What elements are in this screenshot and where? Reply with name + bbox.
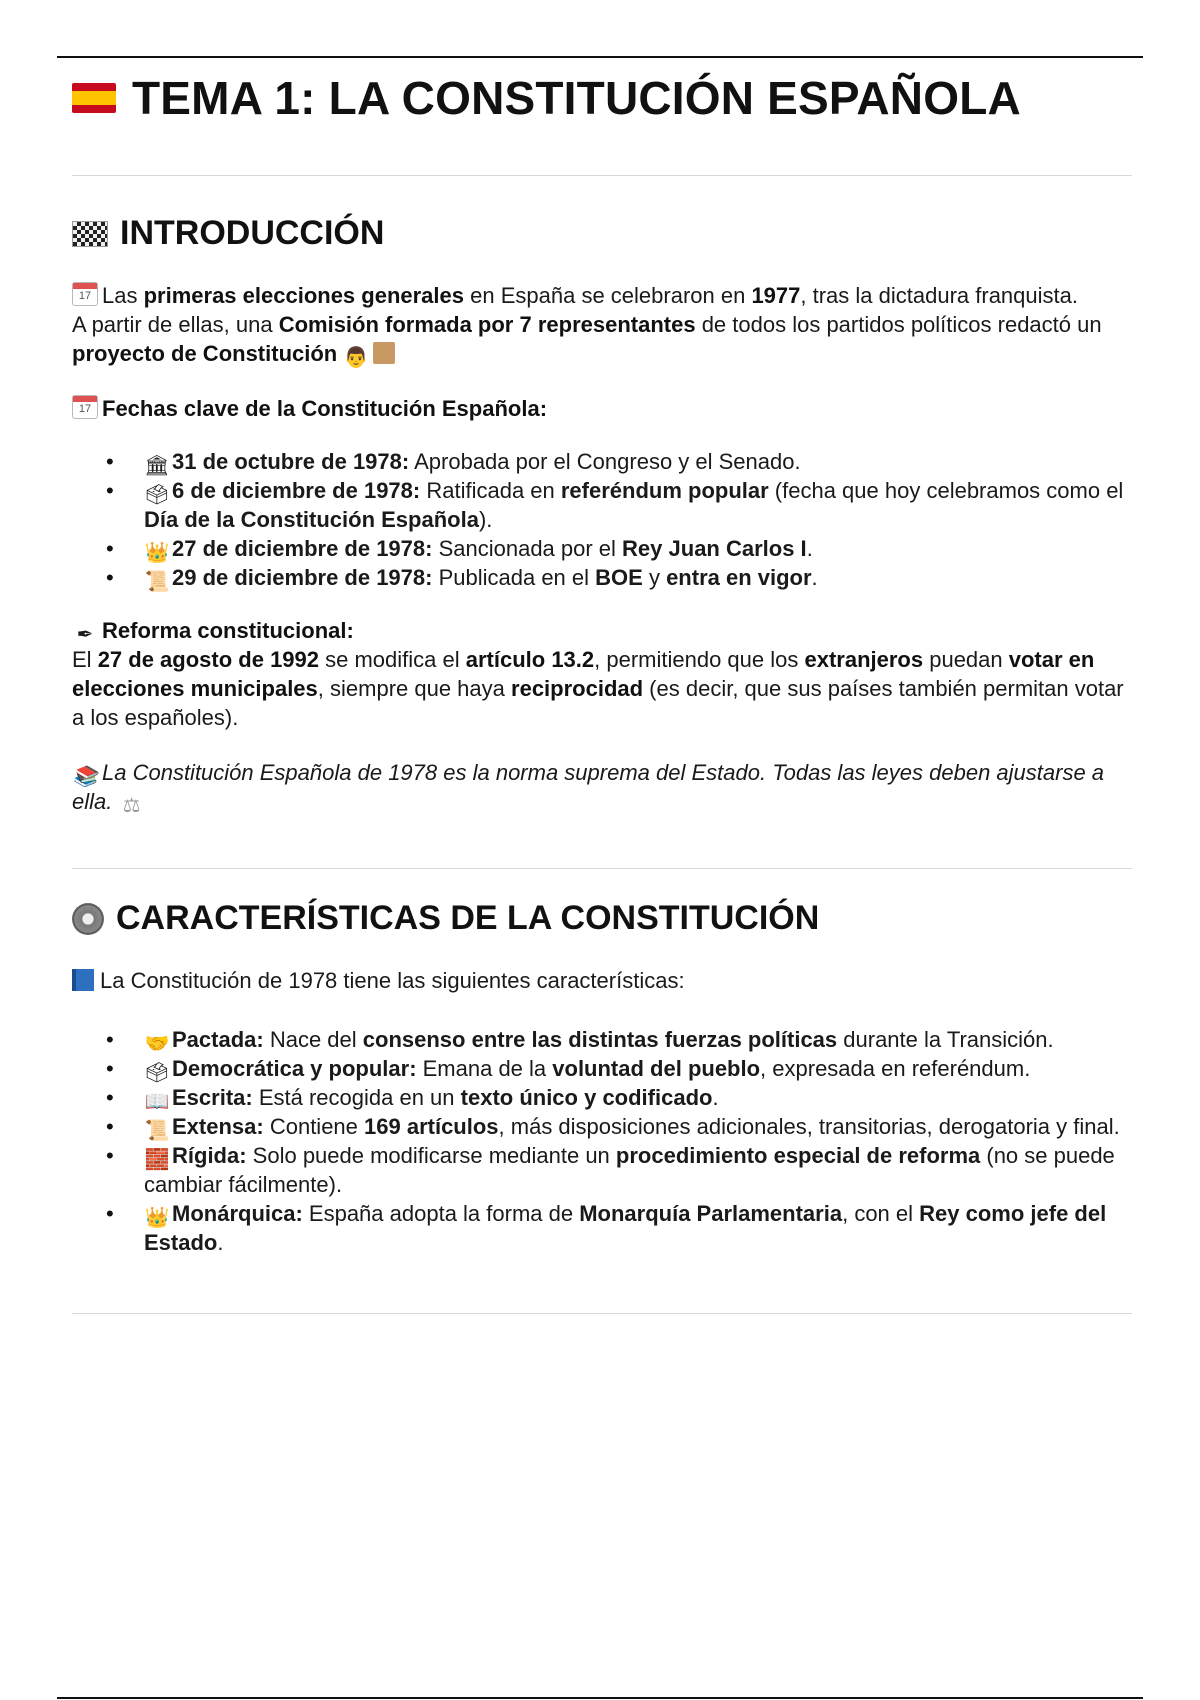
- title-row: [72, 65, 1132, 131]
- dates-list: [72, 447, 1132, 592]
- list-item: • 📜 Extensa: Contiene 169 artículos, más disposiciones adicionales, transitorias, derogatoria y final.: [72, 1112, 1132, 1141]
- divider: [72, 175, 1132, 176]
- reform-paragraph: El 27 de agosto de 1992 se modifica el artículo 13.2, permitiendo que los extranjeros puedan votar en elecciones municipales, siempre que haya reciprocidad (es decir, que sus países también permitan votar a los españoles).: [72, 647, 1124, 730]
- divider: [72, 868, 1132, 869]
- crown-icon: 👑: [144, 1205, 170, 1229]
- open-book-icon: 📖: [144, 1089, 170, 1113]
- characteristics-heading-row: [72, 899, 1132, 938]
- scroll-icon: [373, 342, 395, 364]
- calendar-icon: 17: [72, 282, 98, 306]
- intro-paragraph-1: 17 Las primeras elecciones generales en España se celebraron en 1977, tras la dictadura franquista.: [72, 281, 1132, 310]
- page-bottom-rule: [57, 1697, 1143, 1699]
- crown-icon: 👑: [144, 540, 170, 564]
- classical-building-icon: 🏛: [144, 453, 170, 477]
- characteristics-heading: CARACTERÍSTICAS DE LA CONSTITUCIÓN: [116, 899, 820, 937]
- dates-heading: 17 Fechas clave de la Constitución Española:: [72, 394, 1132, 423]
- blue-book-icon: [72, 969, 94, 991]
- books-icon: 📚: [72, 764, 98, 788]
- ballot-box-icon: 🗳: [144, 482, 170, 506]
- intro-heading: INTRODUCCIÓN: [120, 214, 385, 252]
- list-item: • 🤝 Pactada: Nace del consenso entre las distintas fuerzas políticas durante la Transición.: [72, 1025, 1132, 1054]
- page-title: TEMA 1: LA CONSTITUCIÓN ESPAÑOLA: [132, 72, 1021, 124]
- brick-icon: 🧱: [144, 1147, 170, 1171]
- scroll-icon: 📜: [144, 1118, 170, 1142]
- checkered-flag-icon: [72, 221, 108, 247]
- scales-icon: ⚖: [122, 793, 140, 817]
- list-item: • 🗳 6 de diciembre de 1978: Ratificada en referéndum popular (fecha que hoy celebramos como el Día de la Constitución Española).: [72, 476, 1132, 534]
- list-item: • 👑 27 de diciembre de 1978: Sancionada por el Rey Juan Carlos I.: [72, 534, 1132, 563]
- list-item: • 👑 Monárquica: España adopta la forma de Monarquía Parlamentaria, con el Rey como jefe del Estado.: [72, 1199, 1132, 1257]
- spain-flag-icon: [72, 83, 116, 113]
- document-body: [72, 58, 1132, 1314]
- gear-icon: [72, 903, 104, 935]
- characteristics-lead: La Constitución de 1978 tiene las siguientes características:: [72, 966, 1132, 995]
- list-item: • 🏛 31 de octubre de 1978: Aprobada por el Congreso y el Senado.: [72, 447, 1132, 476]
- list-item: • 📖 Escrita: Está recogida en un texto único y codificado.: [72, 1083, 1132, 1112]
- pen-icon: ✒: [76, 622, 94, 646]
- handshake-icon: 🤝: [144, 1031, 170, 1055]
- calendar-icon: 17: [72, 395, 98, 419]
- list-item: • 🧱 Rígida: Solo puede modificarse mediante un procedimiento especial de reforma (no se puede cambiar fácilmente).: [72, 1141, 1132, 1199]
- characteristics-list: [72, 1025, 1132, 1257]
- scroll-icon: 📜: [144, 569, 170, 593]
- quote-paragraph: 📚 La Constitución Española de 1978 es la norma suprema del Estado. Todas las leyes deben ajustarse a ella. ⚖: [72, 760, 1105, 817]
- list-item: • 📜 29 de diciembre de 1978: Publicada en el BOE y entra en vigor.: [72, 563, 1132, 592]
- judge-icon: 👨: [343, 345, 369, 369]
- reform-heading: ✒ Reforma constitucional:: [72, 616, 1132, 645]
- ballot-box-icon: 🗳: [144, 1060, 170, 1084]
- divider: [72, 1313, 1132, 1314]
- intro-heading-row: [72, 214, 1132, 253]
- list-item: • 🗳 Democrática y popular: Emana de la voluntad del pueblo, expresada en referéndum.: [72, 1054, 1132, 1083]
- intro-paragraph-2: A partir de ellas, una Comisión formada por 7 representantes de todos los partidos políticos redactó un proyecto de Constitución 👨: [72, 312, 1102, 369]
